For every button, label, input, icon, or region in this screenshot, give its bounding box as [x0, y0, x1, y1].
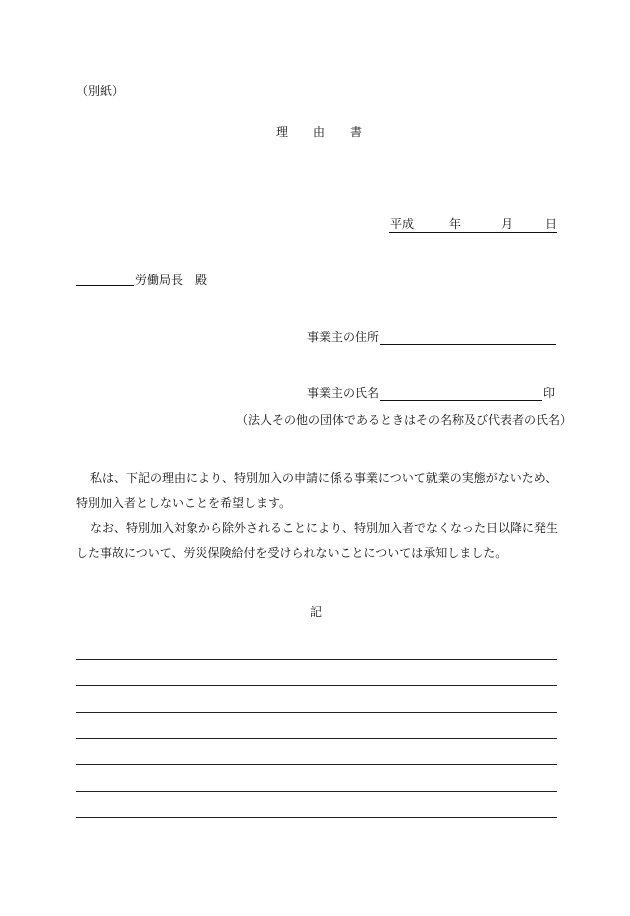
reason-line[interactable] [76, 764, 557, 765]
body-paragraph-2-line-1: なお、特別加入対象から除外されることにより、特別加入者でなくなった日以降に発生 [90, 521, 559, 535]
reason-line[interactable] [76, 738, 557, 739]
date-month-unit: 月 [501, 217, 514, 231]
employer-name-field[interactable] [380, 400, 542, 401]
reason-line[interactable] [76, 685, 557, 686]
employer-address-label: 事業主の住所 [307, 330, 380, 344]
annex-label: （別紙） [76, 84, 125, 98]
title-char-1: 理 [276, 125, 289, 139]
addressee-label: 労働局長 殿 [135, 273, 208, 287]
reason-line[interactable] [76, 817, 557, 818]
date-year-unit: 年 [449, 217, 462, 231]
body-paragraph-1-line-1: 私は、下記の理由により、特別加入の申請に係る事業について就業の実態がないため、 [90, 471, 558, 485]
title-char-2: 由 [313, 125, 326, 139]
reason-line[interactable] [76, 659, 557, 660]
date-day-unit: 日 [545, 217, 558, 231]
body-paragraph-2-line-2: した事故について、労災保険給付を受けられないことについては承知しました。 [76, 546, 508, 560]
reason-line[interactable] [76, 712, 557, 713]
seal-mark: 印 [543, 386, 556, 400]
addressee-bureau-blank[interactable] [76, 285, 134, 286]
document-title [276, 123, 362, 140]
date-field[interactable] [389, 216, 557, 233]
date-era: 平成 [390, 217, 415, 231]
employer-name-label: 事業主の氏名 [307, 386, 380, 400]
reason-line[interactable] [76, 791, 557, 792]
corporate-note: （法人その他の団体であるときはその名称及び代表者の氏名） [236, 413, 573, 427]
body-paragraph-1-line-2: 特別加入者としないことを希望します。 [76, 496, 292, 510]
note-heading: 記 [310, 605, 323, 619]
title-char-3: 書 [350, 125, 363, 139]
employer-address-field[interactable] [380, 344, 556, 345]
